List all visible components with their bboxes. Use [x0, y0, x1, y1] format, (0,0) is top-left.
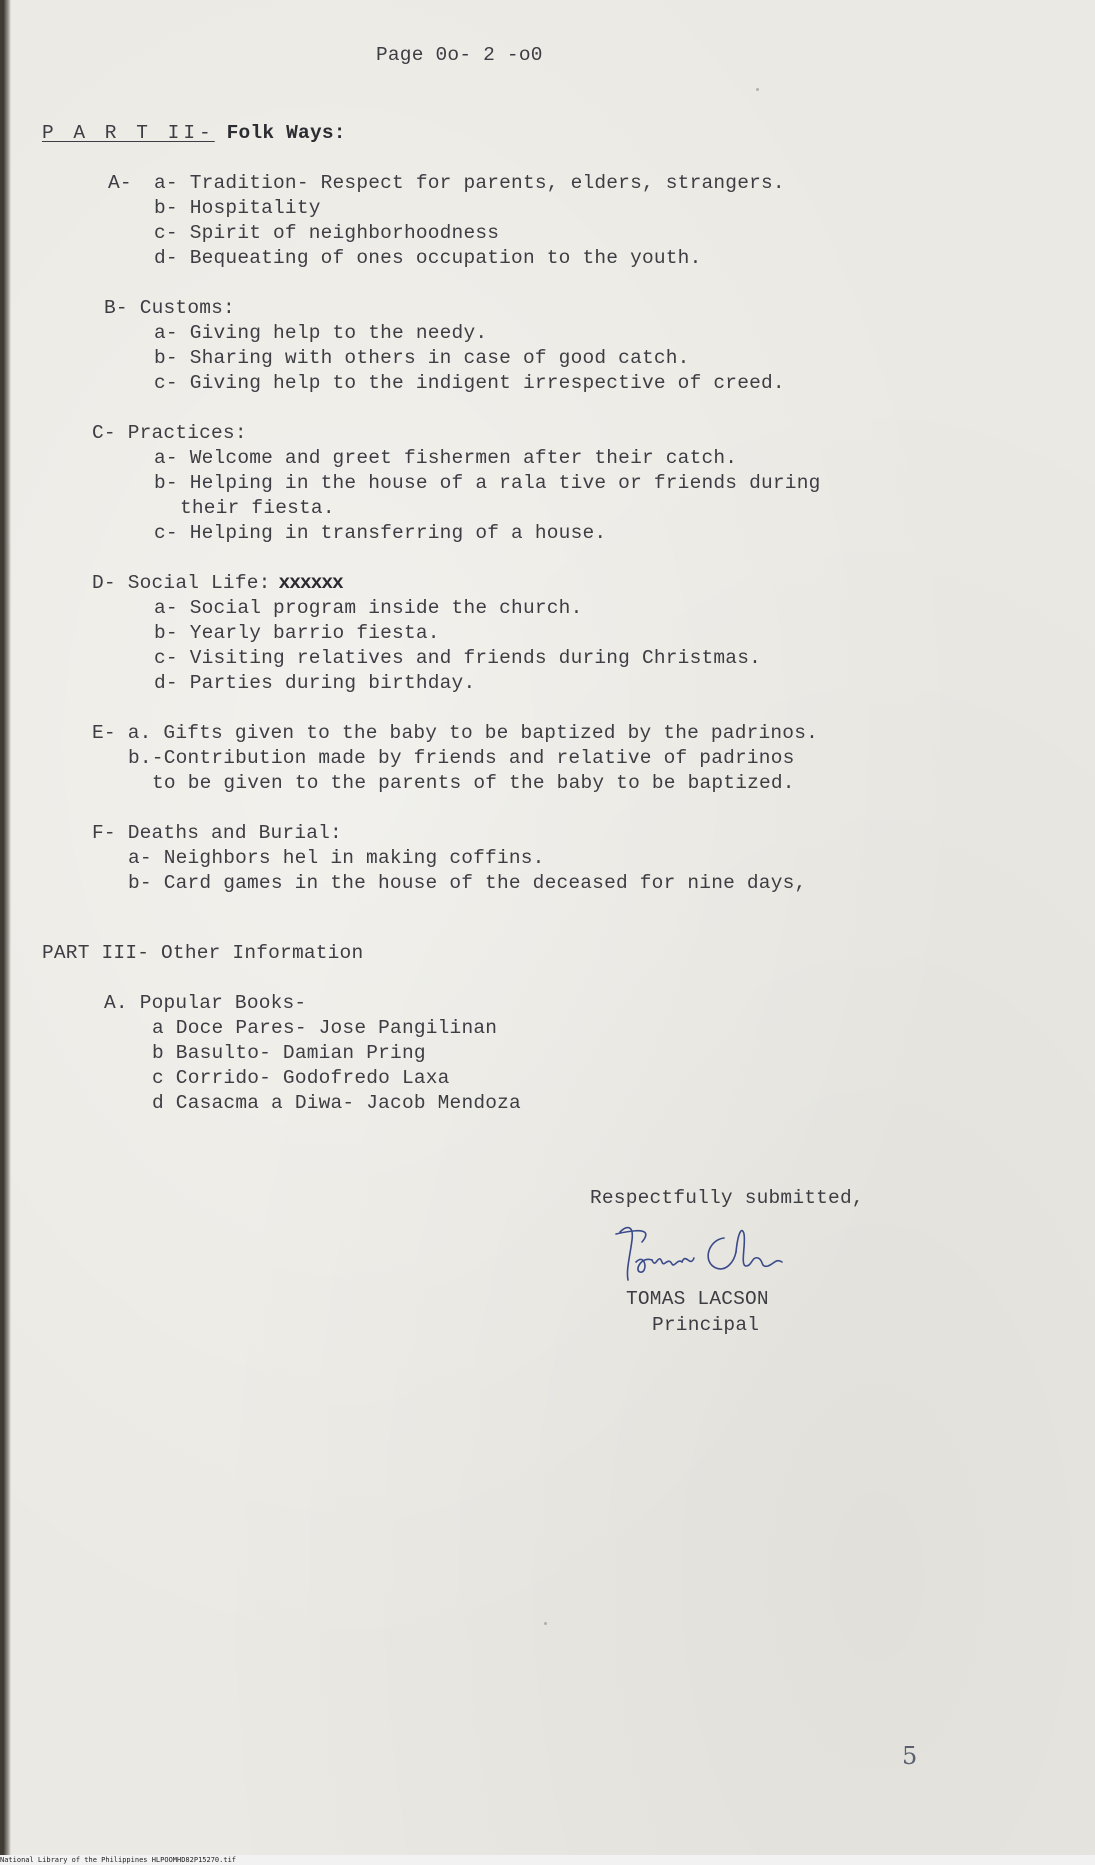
section-b-heading: B- Customs:: [104, 297, 235, 319]
scan-footer: [0, 1855, 1095, 1865]
book-item: c Corrido- Godofredo Laxa: [152, 1067, 450, 1089]
section-c-item: a- Welcome and greet fishermen after their catch.: [154, 447, 738, 469]
section-c-item: c- Helping in transferring of a house.: [154, 522, 607, 544]
popular-books-heading: A. Popular Books-: [104, 992, 307, 1014]
section-b-item: c- Giving help to the indigent irrespective of creed.: [154, 372, 785, 394]
section-d-item: c- Visiting relatives and friends during Christmas.: [154, 647, 761, 669]
section-d-heading: [92, 574, 343, 594]
footer-text: National Library of the Philippines HLPOOMHD82P15270.tif: [0, 1856, 237, 1864]
section-c-heading: C- Practices:: [92, 422, 247, 444]
closing-salutation: Respectfully submitted,: [590, 1187, 864, 1209]
section-c-item-continued: their fiesta.: [180, 497, 335, 519]
section-e-item-continued: to be given to the parents of the baby to be baptized.: [152, 772, 795, 794]
book-item: d Casacma a Diwa- Jacob Mendoza: [152, 1092, 521, 1114]
page-header: Page 0o- 2 -o0: [376, 44, 543, 66]
signature-text: Tomas Lacson: [612, 1222, 620, 1223]
paper-speck: [756, 88, 759, 91]
section-a-item: c- Spirit of neighborhoodness: [154, 222, 500, 244]
section-a-heading: A-: [108, 172, 132, 194]
section-d-heading-text: D- Social Life:: [92, 572, 271, 594]
handwritten-page-number: 5: [902, 1742, 918, 1770]
part-two-heading: [42, 124, 346, 144]
part-two-title: Folk Ways:: [226, 122, 346, 144]
section-b-item: a- Giving help to the needy.: [154, 322, 488, 344]
section-c-item: b- Helping in the house of a rala tive or friends during: [154, 472, 821, 494]
section-d-item: d- Parties during birthday.: [154, 672, 476, 694]
section-e-item: b.-Contribution made by friends and relative of padrinos: [128, 747, 795, 769]
section-f-item: b- Card games in the house of the deceased for nine days,: [128, 872, 807, 894]
paper-speck: [544, 1622, 547, 1625]
part-three-heading: PART III- Other Information: [42, 942, 364, 964]
book-item: b Basulto- Damian Pring: [152, 1042, 426, 1064]
part-two-label: P A R T II-: [42, 122, 215, 144]
section-f-item: a- Neighbors hel in making coffins.: [128, 847, 545, 869]
section-f-heading: F- Deaths and Burial:: [92, 822, 342, 844]
section-a-item: b- Hospitality: [154, 197, 321, 219]
section-d-item: a- Social program inside the church.: [154, 597, 583, 619]
section-d-item: b- Yearly barrio fiesta.: [154, 622, 440, 644]
page-edge-shadow: [4, 0, 11, 1855]
struck-out-text: xxxxxx: [278, 572, 343, 594]
book-item: a Doce Pares- Jose Pangilinan: [152, 1017, 498, 1039]
section-a-item: d- Bequeating of ones occupation to the youth.: [154, 247, 702, 269]
signatory-title: Principal: [652, 1314, 760, 1336]
section-e-item: E- a. Gifts given to the baby to be baptized by the padrinos.: [92, 722, 819, 744]
signatory-name: TOMAS LACSON: [626, 1288, 769, 1310]
document-page: [4, 0, 1095, 1855]
section-a-item: a- Tradition- Respect for parents, elders, strangers.: [154, 172, 785, 194]
section-b-item: b- Sharing with others in case of good catch.: [154, 347, 690, 369]
